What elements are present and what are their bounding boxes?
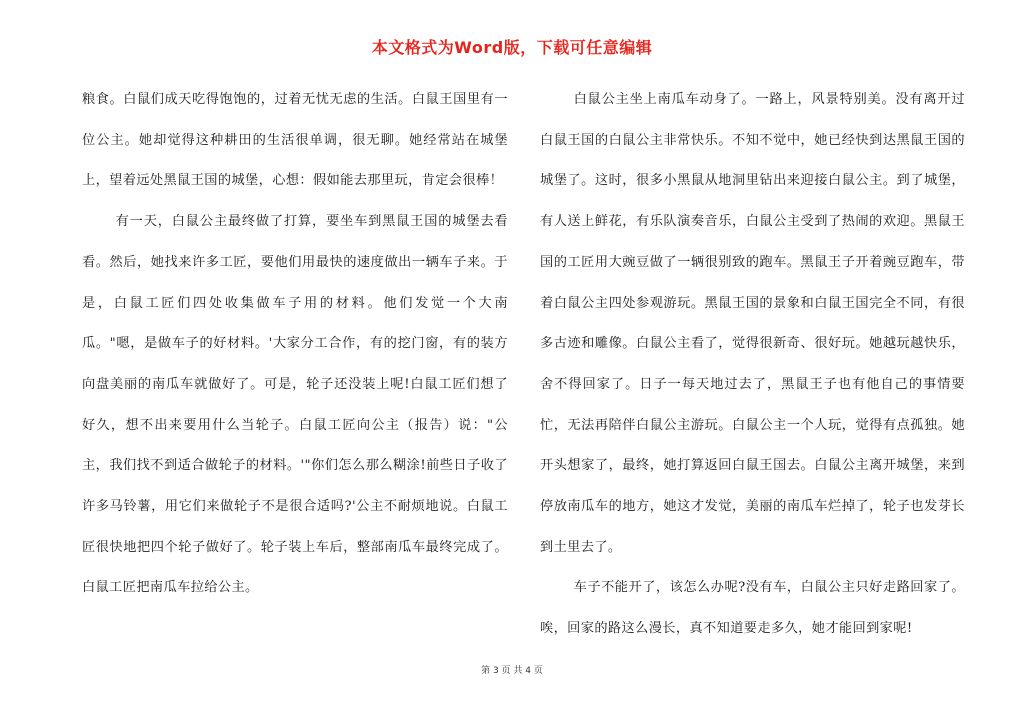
paragraph-pumpkin-cart: 有一天，白鼠公主最终做了打算，要坐车到黑鼠王国的城堡去看看。然后，她找来许多工匠，要他们用最快的速度做出一辆车子来。于是，白鼠工匠们四处收集做车子用的材料。他们发觉一个大南瓜。"嗯，是做车子的好材料。'大家分工合作，有的挖门窗，有的装方向盘美丽的南瓜车就做好了。可是，轮子还没装上呢!白鼠工匠们想了好久，想不出来要用什么当轮子。白鼠工匠向公主（报告）说："公主，我们找不到适合做轮子的材料。'"你们怎么那么糊涂!前些日子收了许多马铃薯，用它们来做轮子不是很合适吗?'公主不耐烦地说。白鼠工匠很快地把四个轮子做好了。轮子装上车后，整部南瓜车最终完成了。白鼠工匠把南瓜车拉给公主。 xyxy=(82,214,508,596)
left-text-column xyxy=(82,80,508,609)
download-banner: 本文格式为Word版，下载可任意编辑 xyxy=(371,38,653,57)
paragraph-journey: 白鼠公主坐上南瓜车动身了。一路上，风景特别美。没有离开过白鼠王国的白鼠公主非常快乐。不知不觉中，她已经快到达黑鼠王国的城堡了。这时，很多小黑鼠从地洞里钻出来迎接白鼠公主。到了城堡，有人送上鲜花，有乐队演奏音乐，白鼠公主受到了热闹的欢迎。黑鼠王国的工匠用大豌豆做了一辆很别致的跑车。黑鼠王子开着豌豆跑车，带着白鼠公主四处参观游玩。黑鼠王国的景象和白鼠王国完全不同，有很多古迹和雕像。白鼠公主看了，觉得很新奇、很好玩。她越玩越快乐，舍不得回家了。日子一每天地过去了，黑鼠王子也有他自己的事情要忙，无法再陪伴白鼠公主游玩。白鼠公主一个人玩，觉得有点孤独。她开头想家了，最终，她打算返回白鼠王国去。白鼠公主离开城堡，来到停放南瓜车的地方，她这才发觉，美丽的南瓜车烂掉了，轮子也发芽长到土里去了。 xyxy=(540,92,965,555)
page-number: 第 3 页 共 4 页 xyxy=(481,666,543,676)
paragraph-continuation: 粮食。白鼠们成天吃得饱饱的，过着无忧无虑的生活。白鼠王国里有一位公主。她却觉得这种耕田的生活很单调，很无聊。她经常站在城堡上，望着远处黑鼠王国的城堡，心想：假如能去那里玩，肯定会很棒！ xyxy=(82,92,508,189)
paragraph-walk-home: 车子不能开了，该怎么办呢?没有车，白鼠公主只好走路回家了。唉，回家的路这么漫长，真不知道要走多久，她才能回到家呢! xyxy=(540,580,965,637)
right-text-column xyxy=(540,80,965,650)
